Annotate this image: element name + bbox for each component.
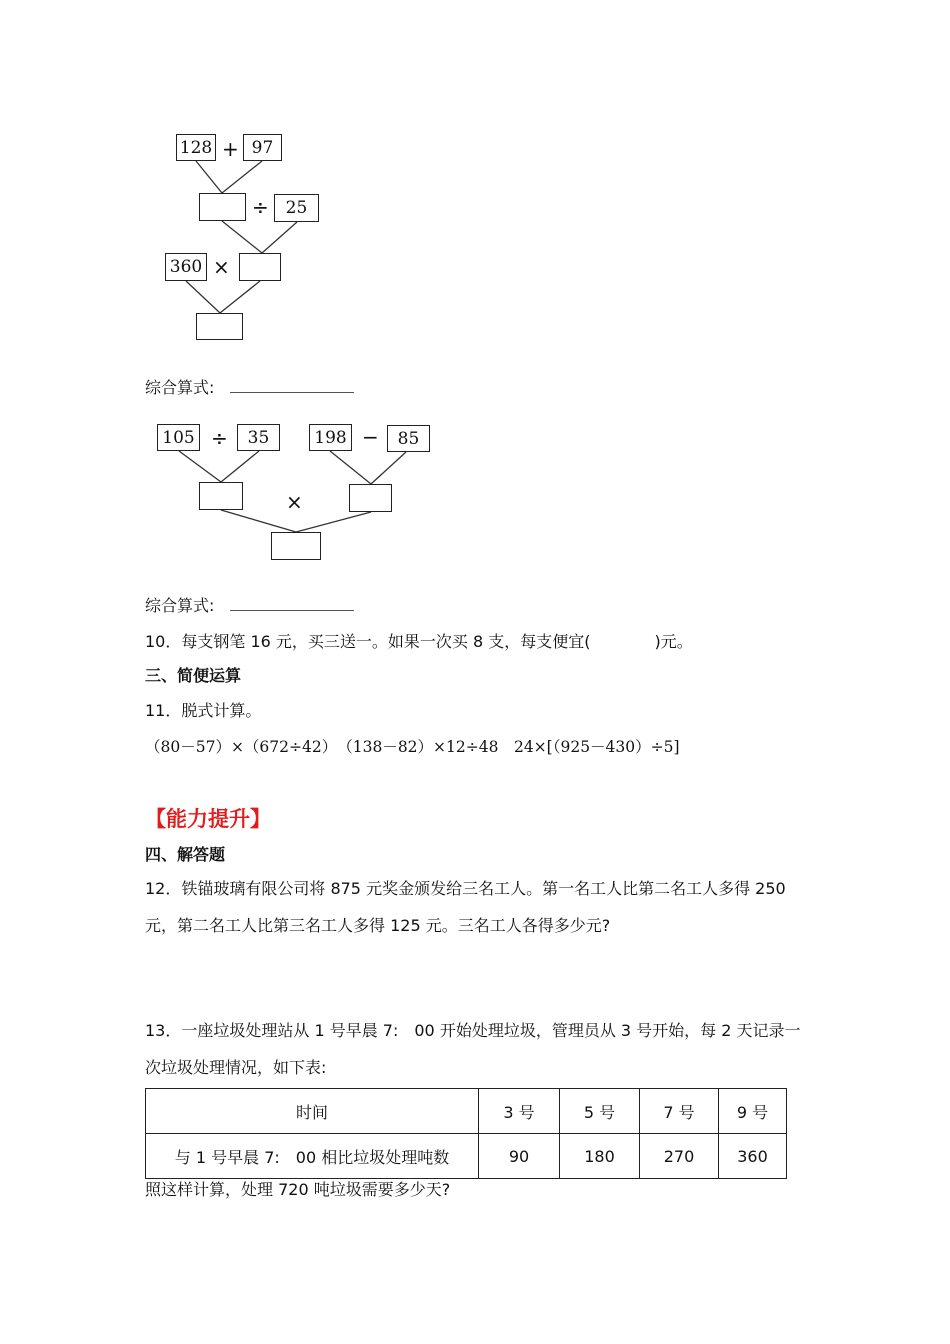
diagram1-box-25: 25	[274, 194, 319, 222]
diagram2-answer-box-1[interactable]	[199, 482, 243, 510]
question-13-question: 照这样计算，处理 720 吨垃圾需要多少天?	[145, 1180, 451, 1199]
diagram2-box-85: 85	[387, 425, 430, 452]
diagram1-answer-box-1[interactable]	[199, 193, 246, 221]
question-13-line-1: 13．一座垃圾处理站从 1 号早晨 7: 00 开始处理垃圾，管理员从 3 号开始，每 2 天记录一	[145, 1021, 801, 1040]
diagram1-times-sign: ×	[213, 255, 230, 279]
diagram1-formula-label: 综合算式:	[145, 378, 215, 397]
question-10: 10．每支钢笔 16 元，买三送一。如果一次买 8 支，每支便宜( )元。	[145, 632, 693, 651]
diagram2-answer-box-2[interactable]	[349, 484, 392, 512]
diagram2-formula-line	[145, 596, 354, 616]
diagram1-answer-box-3[interactable]	[196, 313, 243, 340]
diagram2-formula-label: 综合算式:	[145, 596, 215, 615]
diagram2-box-105: 105	[157, 424, 200, 451]
diagram1-box-97: 97	[243, 134, 282, 161]
ability-title: 【能力提升】	[145, 807, 271, 831]
question-13-line-2: 次垃圾处理情况，如下表:	[145, 1058, 327, 1077]
diagram2-box-35: 35	[237, 424, 280, 451]
table-cell: 360	[719, 1134, 787, 1179]
table-cell: 90	[479, 1134, 560, 1179]
section-4-heading: 四、解答题	[145, 845, 226, 864]
garbage-table	[145, 1088, 787, 1179]
table-header-cell: 时间	[146, 1089, 479, 1134]
diagram1-answer-box-2[interactable]	[239, 253, 281, 281]
section-3-heading: 三、简便运算	[145, 666, 242, 685]
table-cell: 180	[560, 1134, 640, 1179]
diagram1-plus-sign: +	[222, 137, 239, 161]
diagram2-formula-blank[interactable]	[230, 596, 354, 611]
diagram2-box-198: 198	[309, 424, 352, 451]
diagram2-divide-sign: ÷	[211, 426, 228, 450]
diagram1-formula-line	[145, 378, 354, 398]
question-11: 11．脱式计算。	[145, 701, 262, 720]
diagram1-box-128: 128	[176, 134, 216, 161]
diagram2-times-sign: ×	[286, 490, 303, 514]
table-header-cell: 3 号	[479, 1089, 560, 1134]
diagram1-box-360: 360	[165, 253, 207, 281]
diagram1-divide-sign: ÷	[252, 195, 269, 219]
table-header-cell: 7 号	[640, 1089, 719, 1134]
table-cell: 与 1 号早晨 7: 00 相比垃圾处理吨数	[146, 1134, 479, 1179]
question-12-line-1: 12．铁锚玻璃有限公司将 875 元奖金颁发给三名工人。第一名工人比第二名工人多得 250	[145, 879, 786, 898]
diagram1-formula-blank[interactable]	[230, 378, 354, 393]
table-header-cell: 9 号	[719, 1089, 787, 1134]
question-11-expressions: （80－57）×（672÷42） （138－82）×12÷48 24×[（925－430）÷5]	[145, 738, 680, 756]
table-header-cell: 5 号	[560, 1089, 640, 1134]
table-row	[146, 1134, 787, 1179]
diagram2-answer-box-3[interactable]	[271, 532, 321, 560]
question-12-line-2: 元，第二名工人比第三名工人多得 125 元。三名工人各得多少元?	[145, 916, 611, 935]
table-header-row	[146, 1089, 787, 1134]
table-cell: 270	[640, 1134, 719, 1179]
diagram2-minus-sign: −	[362, 425, 379, 449]
